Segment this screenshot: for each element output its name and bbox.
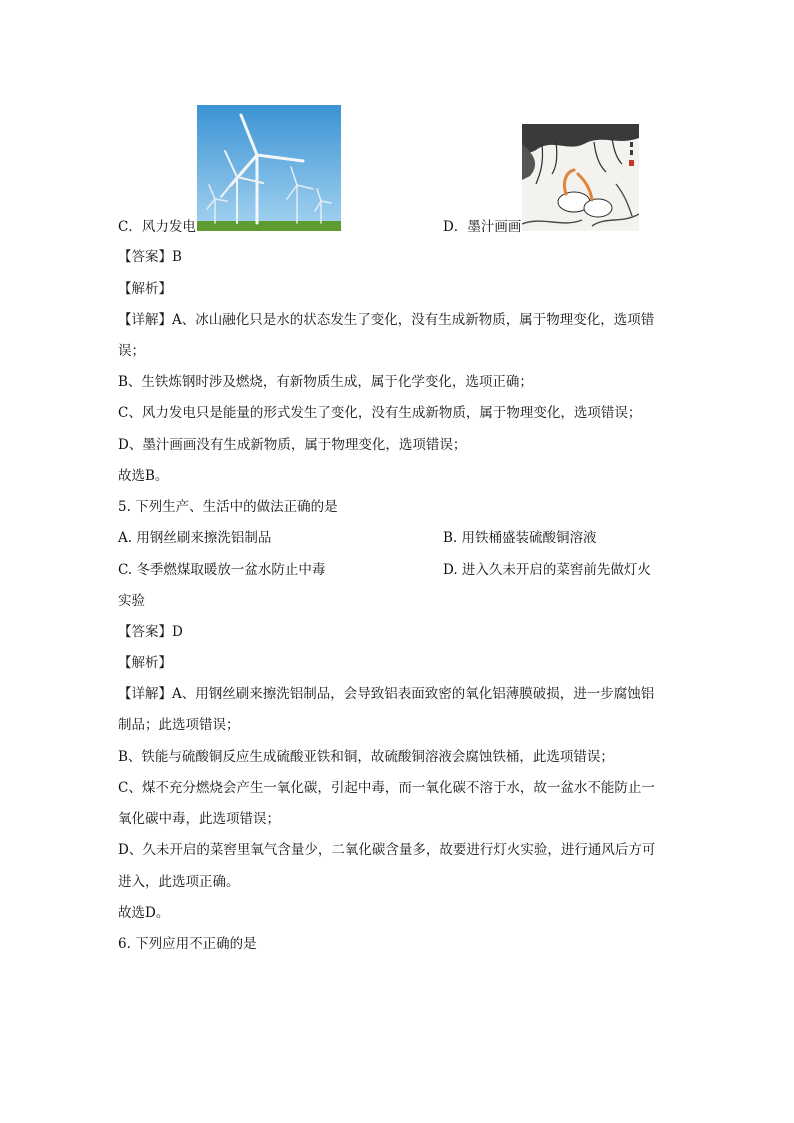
q5-detail-line: 氧化碳中毒，此选项错误；: [118, 811, 280, 827]
q5-option-c: C. 冬季燃煤取暖放一盆水防止中毒: [118, 562, 326, 578]
q4-detail-line: 误；: [118, 343, 145, 359]
q4-detail-line: 【详解】A、冰山融化只是水的状态发生了变化，没有生成新物质，属于物理变化，选项错: [118, 312, 655, 328]
q5-option-d-continued: 实验: [118, 593, 145, 609]
q4-detail-line: B、生铁炼钢时涉及燃烧，有新物质生成，属于化学变化，选项正确；: [118, 374, 533, 390]
q5-detail-line: C、煤不充分燃烧会产生一氧化碳，引起中毒，而一氧化碳不溶于水，故一盆水不能防止一: [118, 780, 655, 796]
option-d-label: D．墨汁画画: [443, 219, 522, 235]
q5-option-d: D. 进入久未开启的菜窖前先做灯火: [443, 562, 651, 578]
q4-detail-line: C、风力发电只是能量的形式发生了变化，没有生成新物质，属于物理变化，选项错误；: [118, 405, 642, 421]
wind-turbine-illustration: [197, 105, 341, 231]
q5-detail-line: 制品；此选项错误；: [118, 717, 240, 733]
ink-painting-image: [522, 124, 639, 231]
q4-detail-line: D、墨汁画画没有生成新物质，属于物理变化，选项错误；: [118, 437, 467, 453]
q5-detail-line: B、铁能与硫酸铜反应生成硫酸亚铁和铜，故硫酸铜溶液会腐蚀铁桶，此选项错误；: [118, 749, 614, 765]
q5-question: 5. 下列生产、生活中的做法正确的是: [118, 499, 338, 515]
q4-detail-line: 故选B。: [118, 468, 169, 484]
wind-turbine-image: [197, 105, 341, 231]
ink-painting-illustration: [522, 124, 639, 231]
q5-answer: 【答案】D: [118, 624, 183, 640]
q4-analysis-heading: 【解析】: [118, 281, 172, 297]
q4-answer: 【答案】B: [118, 249, 182, 265]
q5-option-b: B. 用铁桶盛装硫酸铜溶液: [443, 530, 597, 546]
q6-question: 6. 下列应用不正确的是: [118, 936, 257, 952]
q5-detail-line: 进入，此选项正确。: [118, 874, 240, 890]
q5-option-a: A. 用钢丝刷来擦洗铝制品: [118, 530, 272, 546]
q5-detail-line: D、久未开启的菜窖里氧气含量少，二氧化碳含量多，故要进行灯火实验，进行通风后方可: [118, 842, 656, 858]
option-c-label: C．风力发电: [118, 219, 196, 235]
q5-analysis-heading: 【解析】: [118, 655, 172, 671]
q5-detail-line: 故选D。: [118, 905, 170, 921]
q5-detail-line: 【详解】A、用钢丝刷来擦洗铝制品，会导致铝表面致密的氧化铝薄膜破损，进一步腐蚀铝: [118, 686, 655, 702]
